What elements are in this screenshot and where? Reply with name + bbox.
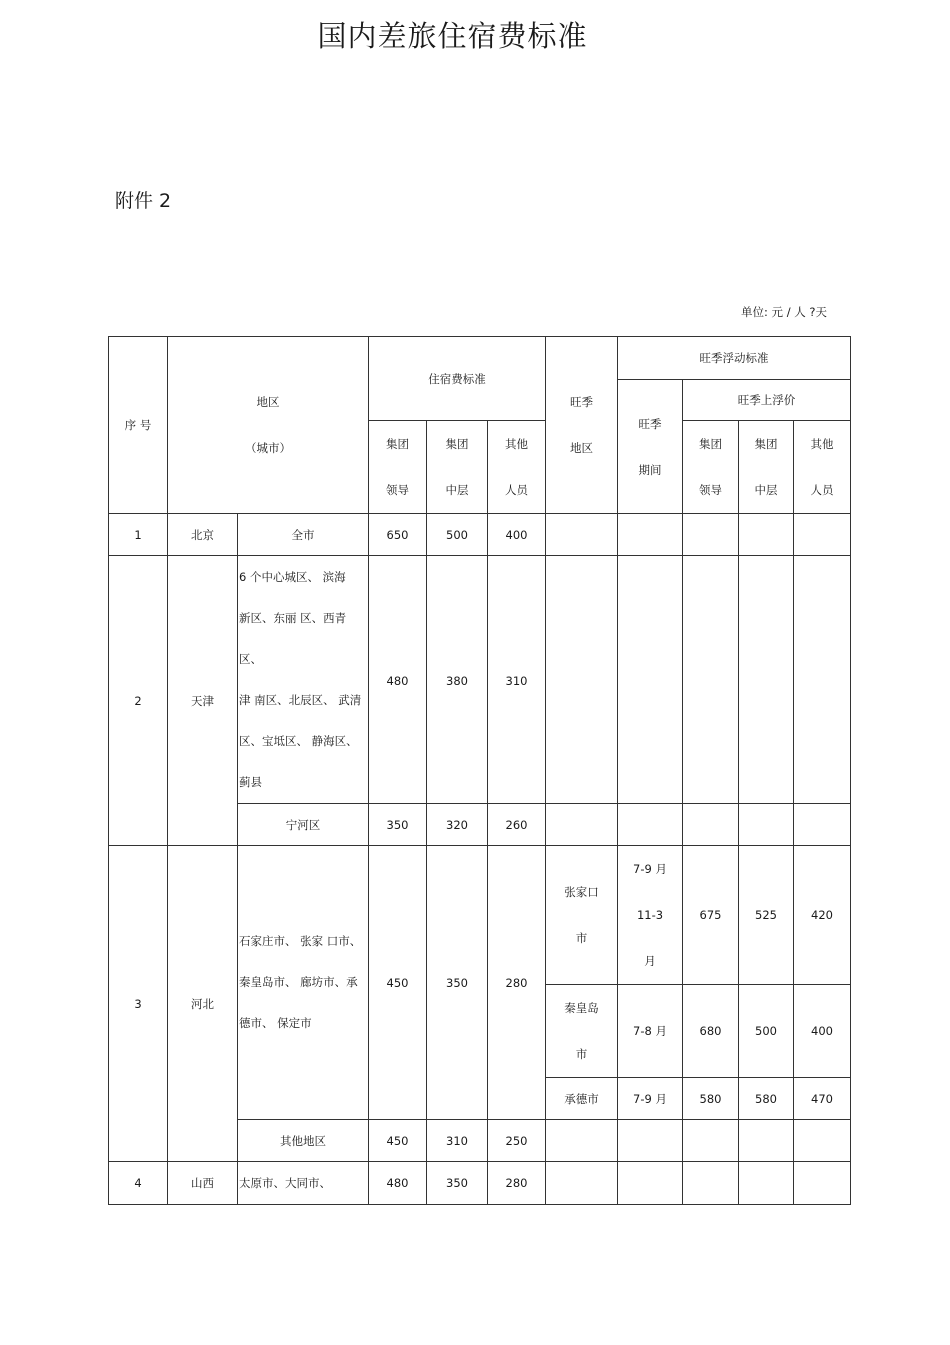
header-peak-col-middle [739, 421, 794, 514]
peak-period-line: 11-3 [636, 908, 664, 922]
empty-cell [546, 804, 618, 846]
peak-region-line: 市 [575, 931, 588, 945]
row-other-rate: 260 [488, 804, 546, 846]
header-peak-period-2: 期间 [638, 462, 662, 477]
header-peak-col-leader-2: 领导 [699, 483, 722, 497]
lodging-standard-table [108, 336, 851, 1205]
empty-cell [618, 556, 683, 804]
header-peak-col-other-2: 人员 [810, 483, 834, 497]
header-peak-period-1: 旺季 [638, 416, 662, 431]
header-peak-col-other [794, 421, 851, 514]
header-peak-float: 旺季浮动标准 [618, 337, 851, 380]
empty-cell [683, 1162, 739, 1205]
header-peak-region [546, 337, 618, 514]
header-city-label: （城市） [245, 441, 291, 455]
empty-cell [794, 556, 851, 804]
peak-middle-rate: 500 [739, 985, 794, 1078]
table-row [109, 514, 851, 556]
row-other-rate: 310 [488, 556, 546, 804]
header-col-other [488, 421, 546, 514]
row-leader-rate: 350 [369, 804, 427, 846]
row-province: 山西 [168, 1162, 238, 1205]
area-line: 6 个中心城区、 滨海 [239, 569, 346, 584]
attachment-label: 附件 2 [115, 190, 172, 212]
area-line: 新区、东丽 区、西青区、 [239, 610, 347, 666]
area-line: 石家庄市、 张家 口市、 [239, 934, 362, 948]
row-other-rate: 280 [488, 1162, 546, 1205]
empty-cell [618, 1162, 683, 1205]
row-seq: 1 [109, 514, 168, 556]
header-col-leader [369, 421, 427, 514]
empty-cell [739, 1162, 794, 1205]
empty-cell [739, 804, 794, 846]
peak-period: 7-8 月 [618, 985, 683, 1078]
row-middle-rate: 310 [427, 1120, 488, 1162]
peak-period: 7-9 月 [618, 1078, 683, 1120]
area-line: 区、宝坻区、 静海区、 [239, 733, 358, 748]
unit-label: 单位: 元 / 人 ?天 [741, 305, 827, 319]
empty-cell [739, 556, 794, 804]
header-col-middle [427, 421, 488, 514]
row-area: 全市 [238, 514, 369, 556]
empty-cell [683, 514, 739, 556]
header-col-leader-2: 领导 [386, 483, 409, 497]
row-seq: 4 [109, 1162, 168, 1205]
row-province: 天津 [168, 556, 238, 846]
peak-period-line: 月 [644, 954, 656, 968]
peak-region [546, 985, 618, 1078]
row-other-rate: 250 [488, 1120, 546, 1162]
peak-region-line: 市 [575, 1047, 588, 1061]
empty-cell [794, 1162, 851, 1205]
row-leader-rate: 450 [369, 1120, 427, 1162]
header-col-middle-1: 集团 [445, 437, 469, 451]
row-province: 北京 [168, 514, 238, 556]
area-line: 蓟县 [239, 774, 262, 789]
table-row [109, 556, 851, 804]
row-middle-rate: 350 [427, 846, 488, 1120]
row-area [238, 556, 369, 804]
header-peak-col-middle-1: 集团 [754, 437, 778, 451]
table-row [109, 1162, 851, 1205]
peak-leader-rate: 580 [683, 1078, 739, 1120]
header-peak-col-other-1: 其他 [810, 437, 834, 451]
header-peak-region-1: 旺季 [570, 395, 593, 409]
header-col-other-2: 人员 [505, 483, 528, 497]
empty-cell [739, 1120, 794, 1162]
peak-period-line: 7-9 月 [633, 862, 667, 876]
row-province: 河北 [168, 846, 238, 1162]
peak-middle-rate: 525 [739, 846, 794, 985]
empty-cell [618, 1120, 683, 1162]
header-peak-col-leader-1: 集团 [699, 437, 722, 451]
area-line: 德市、 保定市 [239, 1016, 312, 1030]
peak-other-rate: 400 [794, 985, 851, 1078]
header-peak-markup: 旺季上浮价 [683, 380, 851, 421]
table-row [109, 846, 851, 985]
row-seq: 2 [109, 556, 168, 846]
row-leader-rate: 480 [369, 1162, 427, 1205]
row-middle-rate: 320 [427, 804, 488, 846]
header-standard: 住宿费标准 [369, 337, 546, 421]
empty-cell [794, 1120, 851, 1162]
row-area [238, 846, 369, 1120]
empty-cell [683, 804, 739, 846]
row-area: 其他地区 [238, 1120, 369, 1162]
empty-cell [546, 514, 618, 556]
peak-region-line: 张家口 [564, 885, 599, 899]
row-other-rate: 400 [488, 514, 546, 556]
header-peak-period [618, 380, 683, 514]
row-area: 宁河区 [238, 804, 369, 846]
peak-leader-rate: 675 [683, 846, 739, 985]
page-title: 国内差旅住宿费标准 [317, 19, 588, 53]
header-peak-region-2: 地区 [570, 441, 593, 455]
area-line: 秦皇岛市、 廊坊市、承 [239, 975, 358, 989]
empty-cell [683, 556, 739, 804]
empty-cell [739, 514, 794, 556]
header-seq: 序 号 [109, 337, 168, 514]
empty-cell [794, 804, 851, 846]
peak-other-rate: 420 [794, 846, 851, 985]
peak-period [618, 846, 683, 985]
area-line: 津 南区、北辰区、 武清 [239, 692, 362, 707]
header-col-leader-1: 集团 [386, 437, 409, 451]
header-peak-col-leader [683, 421, 739, 514]
header-region-label: 地区 [256, 395, 280, 409]
peak-region-line: 秦皇岛 [564, 1001, 599, 1015]
empty-cell [794, 514, 851, 556]
empty-cell [683, 1120, 739, 1162]
empty-cell [618, 804, 683, 846]
header-col-middle-2: 中层 [445, 483, 469, 497]
header-peak-col-middle-2: 中层 [754, 483, 778, 497]
row-leader-rate: 480 [369, 556, 427, 804]
row-seq: 3 [109, 846, 168, 1162]
row-area: 太原市、大同市、 [238, 1162, 369, 1205]
row-middle-rate: 350 [427, 1162, 488, 1205]
empty-cell [546, 1162, 618, 1205]
empty-cell [546, 556, 618, 804]
row-middle-rate: 380 [427, 556, 488, 804]
peak-region: 承德市 [546, 1078, 618, 1120]
row-leader-rate: 450 [369, 846, 427, 1120]
empty-cell [618, 514, 683, 556]
peak-leader-rate: 680 [683, 985, 739, 1078]
row-middle-rate: 500 [427, 514, 488, 556]
header-col-other-1: 其他 [505, 437, 528, 451]
header-region [168, 337, 369, 514]
peak-other-rate: 470 [794, 1078, 851, 1120]
empty-cell [546, 1120, 618, 1162]
row-leader-rate: 650 [369, 514, 427, 556]
row-other-rate: 280 [488, 846, 546, 1120]
peak-region [546, 846, 618, 985]
peak-middle-rate: 580 [739, 1078, 794, 1120]
